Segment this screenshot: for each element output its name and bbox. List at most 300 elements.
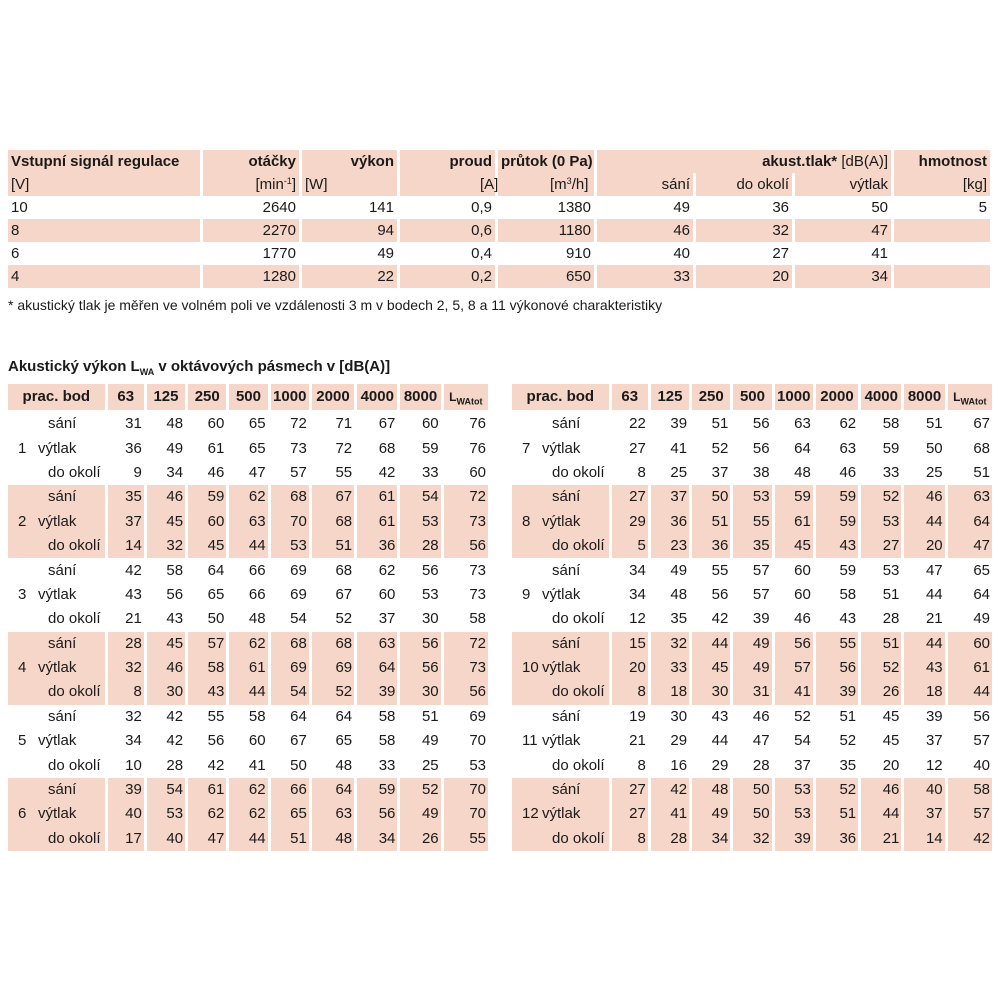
sound-row <box>512 583 992 607</box>
band-value: 71 <box>335 415 353 433</box>
band-value: 41 <box>651 802 689 826</box>
total-value: 58 <box>948 778 992 802</box>
band-value: 44 <box>925 585 943 603</box>
point-number: 9 <box>522 585 531 603</box>
band-value: 51 <box>882 585 900 603</box>
sound-row <box>512 656 992 680</box>
measurement-label: výtlak <box>542 732 581 750</box>
point-label-cell <box>512 827 609 851</box>
measurement-label: do okolí <box>552 537 605 555</box>
band-value: 50 <box>290 756 307 774</box>
spec-cell-weight <box>894 219 990 242</box>
spec-row <box>8 219 990 242</box>
band-value: 25 <box>670 463 688 481</box>
sound-row <box>512 753 992 777</box>
band-value: 59 <box>816 485 858 509</box>
band-value: 48 <box>335 756 353 774</box>
band-value: 62 <box>839 415 857 433</box>
band-value: 28 <box>882 610 900 628</box>
sound-row <box>8 680 488 704</box>
sound-row <box>8 753 488 777</box>
band-value: 21 <box>629 732 646 750</box>
band-value: 15 <box>612 632 648 656</box>
flow-unit: $[m^3/h]$ <box>498 173 594 196</box>
measurement-label: sání <box>552 561 581 579</box>
point-label-cell <box>8 461 105 485</box>
spec-cell-suction: 40 <box>673 244 690 262</box>
total-value: 73 <box>444 510 488 534</box>
spec-cell-speed: 2640 <box>262 198 296 216</box>
band-value: 61 <box>207 439 225 457</box>
band-value: 56 <box>711 585 729 603</box>
point-label-cell <box>8 632 105 656</box>
band-value: 18 <box>904 680 944 704</box>
band-value: 52 <box>861 656 901 680</box>
band-value: 55 <box>816 632 858 656</box>
band-value: 34 <box>166 463 184 481</box>
band-header: 2000 <box>816 384 858 410</box>
measurement-label: sání <box>552 488 581 506</box>
band-value: 55 <box>335 463 353 481</box>
band-value: 5 <box>612 534 648 558</box>
band-value: 8 <box>637 463 646 481</box>
band-value: 43 <box>904 656 944 680</box>
band-value: 46 <box>207 463 225 481</box>
point-label-cell <box>8 583 105 607</box>
band-value: 57 <box>775 656 813 680</box>
acoustic-suction-header: sání <box>597 173 693 196</box>
band-value: 54 <box>147 778 185 802</box>
band-value: 64 <box>335 707 353 725</box>
measurement-label: sání <box>48 707 77 725</box>
band-value: 67 <box>378 415 396 433</box>
band-value: 43 <box>839 610 857 628</box>
band-value: 61 <box>775 510 813 534</box>
measurement-label: výtlak <box>542 585 581 603</box>
band-value: 58 <box>839 585 857 603</box>
band-value: 58 <box>882 415 900 433</box>
band-value: 20 <box>612 656 648 680</box>
band-value: 10 <box>125 756 142 774</box>
band-value: 42 <box>651 778 689 802</box>
band-value: 33 <box>651 656 689 680</box>
band-value: 34 <box>357 827 397 851</box>
band-value: 28 <box>108 632 144 656</box>
band-value: 37 <box>925 732 943 750</box>
sound-row <box>8 827 488 851</box>
measurement-label: sání <box>552 634 581 652</box>
band-value: 52 <box>711 439 729 457</box>
point-label-cell <box>512 680 609 704</box>
band-value: 48 <box>670 585 688 603</box>
spec-row <box>8 242 990 265</box>
band-value: 37 <box>711 463 729 481</box>
measurement-label: výtlak <box>38 439 77 457</box>
spec-cell-speed: 1280 <box>203 265 299 288</box>
band-value: 62 <box>378 561 396 579</box>
weight-header: hmotnost <box>894 150 990 173</box>
band-value: 37 <box>378 610 396 628</box>
band-value: 56 <box>166 585 184 603</box>
sound-row <box>8 485 488 509</box>
spec-row <box>8 196 990 219</box>
band-value: 8 <box>612 680 648 704</box>
band-value: 27 <box>612 485 648 509</box>
spec-cell-signal: 6 <box>11 244 20 262</box>
band-value: 65 <box>335 732 353 750</box>
speed-unit: $[\min^{-1}]$ <box>203 173 299 196</box>
spec-cell-current: 0,4 <box>471 244 492 262</box>
band-value: 30 <box>421 610 439 628</box>
band-value: 18 <box>651 680 689 704</box>
total-value: 47 <box>948 534 992 558</box>
section-title: Akustický výkon $L_{WA}$ v oktávových pásmech v [dB(A)] <box>8 358 391 377</box>
band-value: 39 <box>925 707 943 725</box>
sound-row <box>8 461 488 485</box>
point-number: 1 <box>18 439 27 457</box>
power-header: výkon <box>302 150 397 173</box>
band-value: 25 <box>421 756 439 774</box>
spec-cell-signal: 4 <box>8 265 200 288</box>
acoustic-pressure-header <box>597 150 891 173</box>
measurement-label: sání <box>48 488 77 506</box>
band-value: 45 <box>188 534 226 558</box>
band-value: 52 <box>335 610 353 628</box>
total-value: 70 <box>469 732 486 750</box>
total-value: 72 <box>444 485 488 509</box>
band-value: 65 <box>207 585 225 603</box>
band-value: 39 <box>816 680 858 704</box>
sound-row <box>8 510 488 534</box>
total-value: 60 <box>469 463 486 481</box>
band-value: 14 <box>108 534 144 558</box>
spec-cell-discharge: 47 <box>795 219 891 242</box>
band-value: 35 <box>733 534 771 558</box>
sound-row <box>512 632 992 656</box>
band-value: 32 <box>733 827 771 851</box>
band-value: 61 <box>357 510 397 534</box>
band-value: 68 <box>271 632 309 656</box>
point-number: 4 <box>18 659 27 677</box>
spec-cell-power: 94 <box>302 219 397 242</box>
sound-row <box>8 802 488 826</box>
measurement-label: sání <box>48 781 77 799</box>
point-number: 3 <box>18 585 27 603</box>
band-header: 1000 <box>271 384 309 410</box>
sound-row <box>8 778 488 802</box>
acoustic-pressure-title: akust.tlak* <box>762 152 838 170</box>
total-value: 44 <box>948 680 992 704</box>
total-value: 58 <box>469 610 486 628</box>
band-value: 28 <box>166 756 184 774</box>
total-value: 73 <box>469 585 486 603</box>
band-value: 29 <box>612 510 648 534</box>
band-value: 40 <box>108 802 144 826</box>
band-value: 56 <box>816 656 858 680</box>
band-value: 48 <box>248 610 266 628</box>
point-label-cell <box>8 534 105 558</box>
band-value: 46 <box>147 485 185 509</box>
point-label-cell <box>512 705 609 729</box>
band-value: 45 <box>775 534 813 558</box>
total-value: 57 <box>948 802 992 826</box>
measurement-label: do okolí <box>48 610 101 628</box>
measurement-label: do okolí <box>48 756 101 774</box>
point-number: 11 <box>522 732 538 750</box>
band-value: 73 <box>290 439 307 457</box>
band-value: 27 <box>612 778 648 802</box>
band-value: 41 <box>670 439 688 457</box>
band-value: 48 <box>166 415 184 433</box>
band-value: 44 <box>229 680 267 704</box>
point-label-cell <box>8 607 105 631</box>
spec-cell-ambient: 27 <box>772 244 789 262</box>
band-value: 26 <box>400 827 440 851</box>
measurement-label: do okolí <box>48 463 101 481</box>
point-number: 12 <box>522 805 539 823</box>
band-value: 59 <box>188 485 226 509</box>
band-value: 67 <box>312 485 354 509</box>
sound-power-table-left <box>5 384 491 851</box>
band-value: 59 <box>775 485 813 509</box>
sound-row <box>512 607 992 631</box>
total-value: 73 <box>469 561 486 579</box>
band-value: 12 <box>925 756 943 774</box>
spec-cell-discharge: 34 <box>795 265 891 288</box>
measurement-label: do okolí <box>552 610 605 628</box>
point-number: 5 <box>18 732 27 750</box>
band-value: 62 <box>188 802 226 826</box>
band-value: 43 <box>816 534 858 558</box>
band-value: 44 <box>229 827 267 851</box>
measurement-label: do okolí <box>48 683 101 701</box>
band-value: 32 <box>651 632 689 656</box>
band-value: 69 <box>290 561 307 579</box>
band-value: 30 <box>147 680 185 704</box>
band-value: 26 <box>861 680 901 704</box>
measurement-label: výtlak <box>38 659 77 677</box>
band-value: 55 <box>207 707 225 725</box>
band-header: 125 <box>147 384 185 410</box>
sound-row <box>8 534 488 558</box>
band-value: 31 <box>125 415 142 433</box>
band-value: 42 <box>125 561 142 579</box>
band-value: 56 <box>357 802 397 826</box>
spec-row <box>8 265 990 288</box>
point-label-cell <box>8 778 105 802</box>
sound-row <box>512 680 992 704</box>
band-value: 50 <box>733 778 771 802</box>
band-value: 41 <box>775 680 813 704</box>
band-value: 64 <box>357 656 397 680</box>
point-number: 7 <box>522 439 531 457</box>
sound-row <box>512 436 992 460</box>
total-value: 76 <box>469 439 486 457</box>
total-value: 42 <box>948 827 992 851</box>
band-value: 38 <box>752 463 770 481</box>
band-value: 68 <box>312 632 354 656</box>
total-value: 65 <box>973 561 990 579</box>
band-value: 54 <box>271 680 309 704</box>
total-value: 61 <box>948 656 992 680</box>
spec-cell-discharge: 50 <box>871 198 888 216</box>
band-value: 53 <box>733 485 771 509</box>
spec-cell-speed: 2270 <box>203 219 299 242</box>
spec-cell-ambient: 20 <box>696 265 792 288</box>
current-unit: [A] <box>400 173 495 196</box>
band-value: 36 <box>816 827 858 851</box>
band-value: 56 <box>207 732 225 750</box>
band-value: 44 <box>904 632 944 656</box>
band-value: 46 <box>794 610 811 628</box>
band-value: 46 <box>839 463 857 481</box>
band-value: 46 <box>147 656 185 680</box>
band-value: 59 <box>421 439 439 457</box>
band-value: 60 <box>207 415 225 433</box>
band-value: 12 <box>629 610 646 628</box>
spec-cell-flow: 910 <box>565 244 591 262</box>
band-value: 57 <box>188 632 226 656</box>
total-value: 63 <box>948 485 992 509</box>
band-value: 52 <box>839 732 857 750</box>
point-label-cell <box>512 607 609 631</box>
point-label-cell <box>8 729 105 753</box>
band-value: 58 <box>188 656 226 680</box>
band-value: 27 <box>861 534 901 558</box>
band-value: 63 <box>839 439 857 457</box>
spec-cell-flow: 1180 <box>498 219 594 242</box>
band-header: 250 <box>692 384 730 410</box>
signal-unit: [V] <box>8 173 200 196</box>
band-value: 17 <box>108 827 144 851</box>
band-value: 27 <box>612 802 648 826</box>
point-label-cell <box>512 753 609 777</box>
point-label-cell <box>512 778 609 802</box>
spec-cell-suction: 33 <box>597 265 693 288</box>
band-value: 39 <box>357 680 397 704</box>
band-value: 47 <box>188 827 226 851</box>
band-value: 44 <box>861 802 901 826</box>
band-value: 37 <box>651 485 689 509</box>
acoustic-pressure-unit: [dB(A)] <box>841 152 888 170</box>
total-value: 68 <box>973 439 990 457</box>
sound-header-row <box>8 384 488 410</box>
band-value: 58 <box>378 707 396 725</box>
point-label-cell <box>512 632 609 656</box>
band-value: 69 <box>312 656 354 680</box>
band-value: 32 <box>147 534 185 558</box>
band-value: 39 <box>775 827 813 851</box>
measurement-label: sání <box>48 634 77 652</box>
spec-cell-suction: 46 <box>597 219 693 242</box>
band-value: 66 <box>248 561 266 579</box>
power-unit: [W] <box>302 173 397 196</box>
band-value: 62 <box>229 632 267 656</box>
band-value: 8 <box>612 827 648 851</box>
band-value: 30 <box>692 680 730 704</box>
band-value: 68 <box>335 561 353 579</box>
total-header: $L_{WAtot}$ <box>948 384 992 410</box>
band-header: 2000 <box>312 384 354 410</box>
band-value: 59 <box>839 561 857 579</box>
total-value: 40 <box>973 756 990 774</box>
sound-row <box>8 412 488 436</box>
spec-cell-current: 0,2 <box>400 265 495 288</box>
band-value: 72 <box>335 439 353 457</box>
band-value: 69 <box>290 585 307 603</box>
band-value: 45 <box>882 707 900 725</box>
band-value: 45 <box>692 656 730 680</box>
band-value: 53 <box>882 561 900 579</box>
band-header: 125 <box>651 384 689 410</box>
sound-row <box>8 729 488 753</box>
band-value: 59 <box>357 778 397 802</box>
band-value: 66 <box>248 585 266 603</box>
band-value: 49 <box>733 656 771 680</box>
band-value: 36 <box>357 534 397 558</box>
total-value: 73 <box>444 656 488 680</box>
band-value: 45 <box>882 732 900 750</box>
band-value: 69 <box>271 656 309 680</box>
band-value: 21 <box>925 610 943 628</box>
band-value: 33 <box>882 463 900 481</box>
band-value: 70 <box>271 510 309 534</box>
band-value: 64 <box>290 707 307 725</box>
sound-row <box>8 583 488 607</box>
band-value: 53 <box>147 802 185 826</box>
band-value: 51 <box>925 415 943 433</box>
band-value: 68 <box>312 510 354 534</box>
band-value: 67 <box>290 732 307 750</box>
spec-cell-flow: 1380 <box>557 198 591 216</box>
band-value: 50 <box>925 439 943 457</box>
sound-row <box>8 607 488 631</box>
band-header: 63 <box>612 384 648 410</box>
band-value: 29 <box>711 756 729 774</box>
band-value: 34 <box>629 585 646 603</box>
band-value: 63 <box>794 415 811 433</box>
total-value: 70 <box>444 778 488 802</box>
total-value: 51 <box>973 463 990 481</box>
total-value: 60 <box>948 632 992 656</box>
point-number: 6 <box>18 805 27 823</box>
band-value: 49 <box>421 732 439 750</box>
measurement-label: do okolí <box>552 463 605 481</box>
spec-cell-power: 49 <box>377 244 394 262</box>
band-value: 44 <box>904 510 944 534</box>
band-value: 32 <box>108 656 144 680</box>
band-value: 57 <box>752 561 770 579</box>
band-value: 14 <box>904 827 944 851</box>
band-value: 16 <box>670 756 688 774</box>
band-value: 20 <box>882 756 900 774</box>
sound-row <box>8 558 488 582</box>
band-value: 39 <box>108 778 144 802</box>
band-value: 62 <box>229 802 267 826</box>
band-value: 65 <box>271 802 309 826</box>
point-label-cell <box>8 412 105 436</box>
point-label-cell <box>512 729 609 753</box>
band-value: 50 <box>733 802 771 826</box>
total-value: 72 <box>444 632 488 656</box>
point-label-cell <box>8 656 105 680</box>
band-value: 25 <box>925 463 943 481</box>
measurement-label: sání <box>552 415 581 433</box>
band-header: 1000 <box>775 384 813 410</box>
band-value: 63 <box>312 802 354 826</box>
band-value: 72 <box>290 415 307 433</box>
band-value: 30 <box>400 680 440 704</box>
